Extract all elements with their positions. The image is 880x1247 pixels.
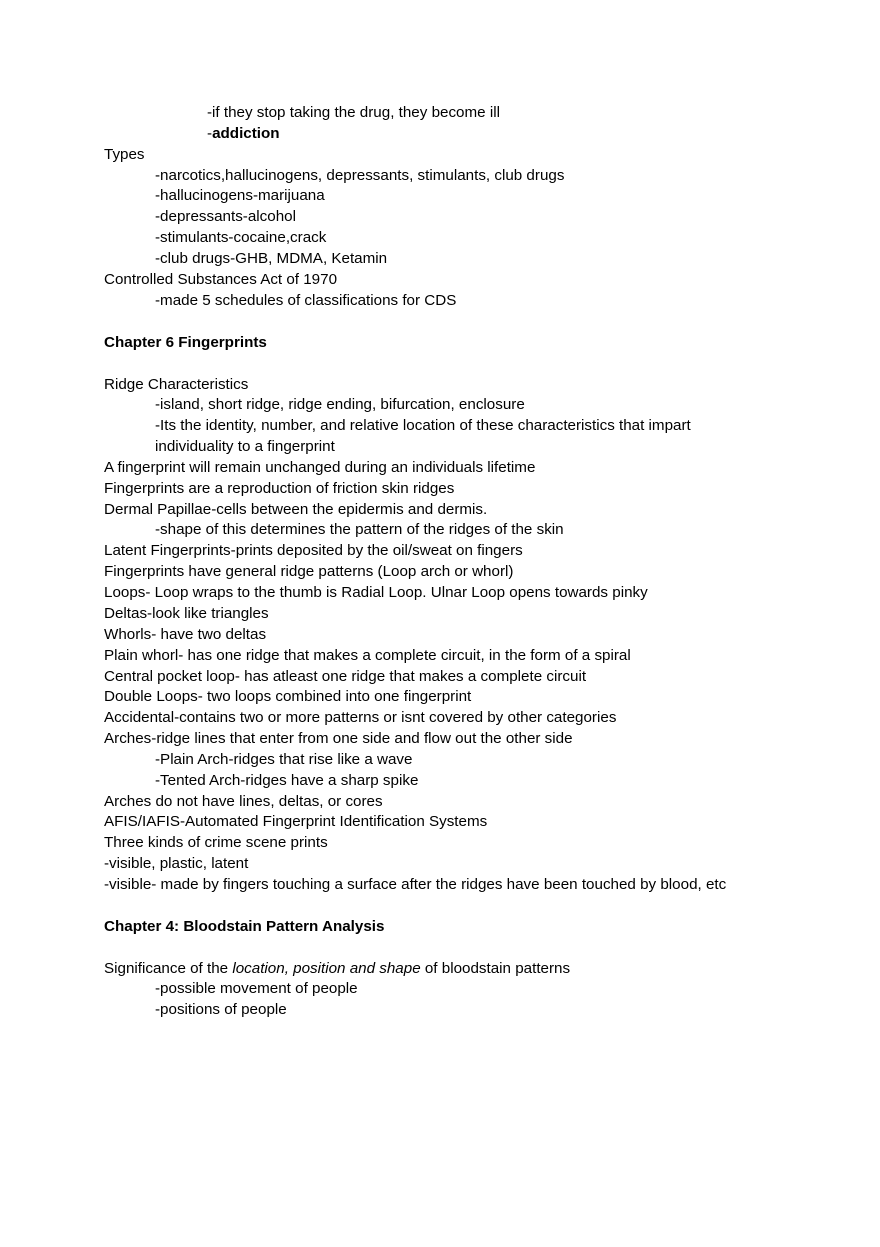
text-line: Deltas-look like triangles — [104, 605, 269, 622]
text-line: Fingerprints are a reproduction of friction skin ridges — [104, 480, 455, 497]
italic-phrase: location, position and shape — [232, 960, 421, 977]
text-line — [104, 960, 570, 978]
text-line: individuality to a fingerprint — [155, 438, 335, 455]
text-line: Accidental-contains two or more patterns or isnt covered by other categories — [104, 709, 617, 726]
text-line: Fingerprints have general ridge patterns (Loop arch or whorl) — [104, 563, 514, 580]
text-line — [207, 125, 280, 143]
text-line: A fingerprint will remain unchanged during an individuals lifetime — [104, 459, 536, 476]
text-line: Central pocket loop- has atleast one ridge that makes a complete circuit — [104, 668, 587, 685]
text-line: Loops- Loop wraps to the thumb is Radial Loop. Ulnar Loop opens towards pinky — [104, 584, 648, 601]
text-line: -depressants-alcohol — [155, 208, 296, 225]
text-line: Ridge Characteristics — [104, 376, 249, 393]
bold-term: addiction — [212, 125, 280, 142]
text-line: Whorls- have two deltas — [104, 626, 267, 643]
text-fragment: Significance of the — [104, 960, 233, 977]
text-line: -club drugs-GHB, MDMA, Ketamin — [155, 250, 388, 267]
text-line: -Its the identity, number, and relative location of these characteristics that impart — [155, 417, 691, 434]
text-line: -made 5 schedules of classifications for CDS — [155, 292, 457, 309]
text-line: Dermal Papillae-cells between the epidermis and dermis. — [104, 501, 488, 518]
text-line: -visible, plastic, latent — [104, 855, 249, 872]
section-heading: Chapter 4: Bloodstain Pattern Analysis — [104, 918, 385, 935]
text-line: Three kinds of crime scene prints — [104, 834, 328, 851]
text-line: -Plain Arch-ridges that rise like a wave — [155, 751, 413, 768]
text-line: -Tented Arch-ridges have a sharp spike — [155, 772, 419, 789]
text-line: -island, short ridge, ridge ending, bifurcation, enclosure — [155, 396, 525, 413]
text-line: Double Loops- two loops combined into one fingerprint — [104, 688, 472, 705]
text-line: -positions of people — [155, 1001, 287, 1018]
text-line: AFIS/IAFIS-Automated Fingerprint Identification Systems — [104, 813, 488, 830]
text-line: Plain whorl- has one ridge that makes a complete circuit, in the form of a spiral — [104, 647, 631, 664]
text-fragment: - — [207, 125, 213, 142]
text-line: -if they stop taking the drug, they become ill — [207, 104, 500, 121]
text-line: Latent Fingerprints-prints deposited by the oil/sweat on fingers — [104, 542, 523, 559]
text-line: Arches-ridge lines that enter from one side and flow out the other side — [104, 730, 573, 747]
text-line: -shape of this determines the pattern of the ridges of the skin — [155, 521, 564, 538]
text-line: -hallucinogens-marijuana — [155, 187, 325, 204]
section-heading: Chapter 6 Fingerprints — [104, 334, 267, 351]
text-line: Controlled Substances Act of 1970 — [104, 271, 338, 288]
text-line: -visible- made by fingers touching a surface after the ridges have been touched by blood, etc — [104, 876, 727, 893]
text-line: -stimulants-cocaine,crack — [155, 229, 327, 246]
text-line: -narcotics,hallucinogens, depressants, stimulants, club drugs — [155, 167, 565, 184]
text-fragment: of bloodstain patterns — [420, 960, 571, 977]
text-line: Arches do not have lines, deltas, or cores — [104, 793, 383, 810]
text-line: -possible movement of people — [155, 980, 358, 997]
text-line: Types — [104, 146, 145, 163]
